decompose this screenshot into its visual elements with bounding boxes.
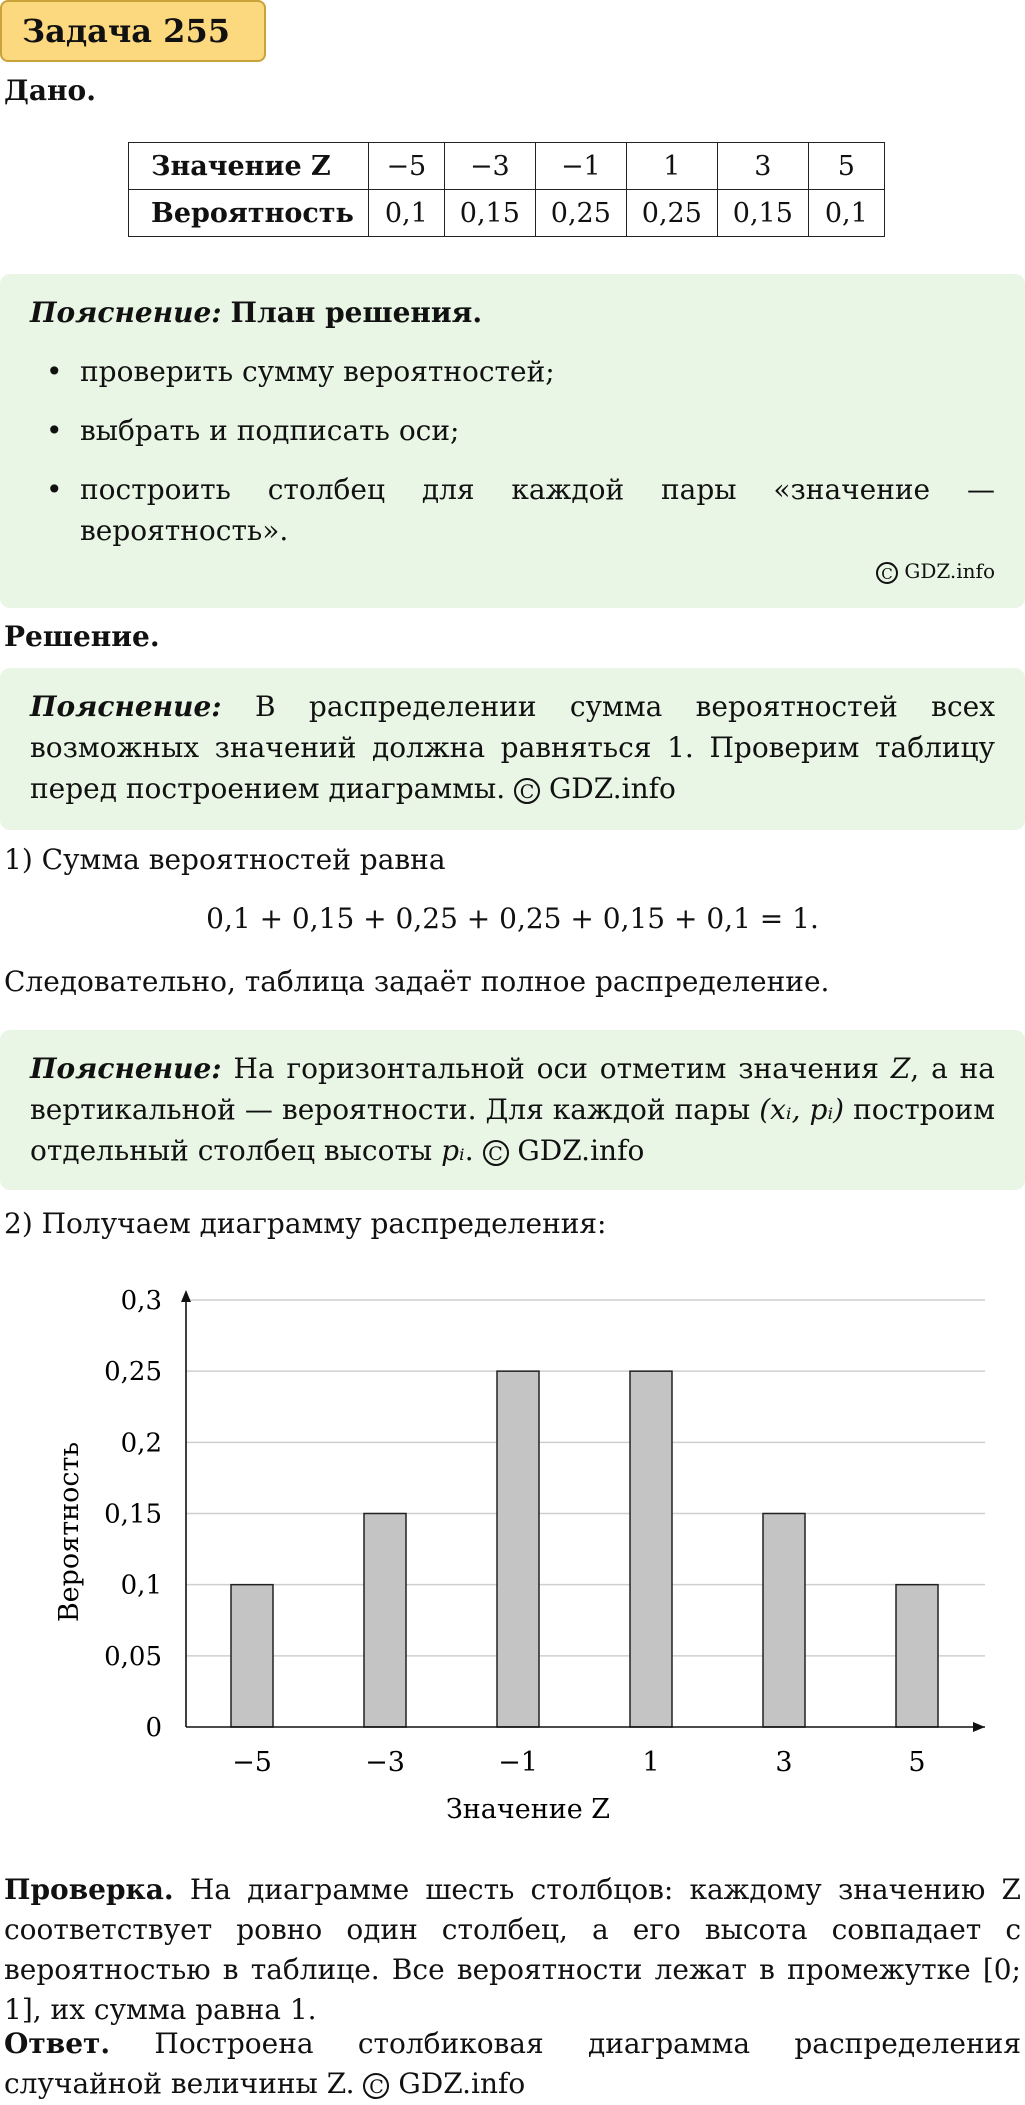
table-cell: 0,25: [535, 190, 626, 237]
table-cell: 0,15: [444, 190, 535, 237]
copyright-text: GDZ.info: [904, 559, 995, 583]
plan-heading: План решения.: [230, 296, 483, 329]
sum-formula: 0,1 + 0,15 + 0,25 + 0,25 + 0,15 + 0,1 = 1.: [206, 902, 819, 935]
table-cell: 0,25: [626, 190, 717, 237]
y-tick-label: 0,15: [104, 1499, 162, 1530]
list-item: • проверить сумму вероятностей;: [30, 351, 995, 392]
copyright-text: GDZ.info: [548, 772, 676, 805]
chart-bars: [231, 1371, 938, 1727]
x-axis-arrow: [973, 1722, 985, 1732]
check-paragraph: [4, 1870, 1021, 2030]
given-label: Дано.: [4, 74, 96, 107]
bar: [231, 1585, 273, 1727]
x-tick-label: 3: [775, 1747, 793, 1778]
bar: [364, 1514, 406, 1728]
explanation-label: Пояснение:: [30, 296, 222, 329]
table-row-header: Значение Z: [129, 143, 369, 190]
table-cell: 0,1: [368, 190, 444, 237]
step-1-text: 1) Сумма вероятностей равна: [4, 843, 446, 876]
bar: [896, 1585, 938, 1727]
given-table: [128, 142, 885, 237]
table-cell: −5: [368, 143, 444, 190]
x-tick-label: 5: [908, 1747, 926, 1778]
copyright-text: GDZ.info: [517, 1134, 645, 1167]
copyright-icon: C: [514, 778, 540, 804]
explanation-label: Пояснение:: [30, 1052, 222, 1085]
chart-axes: [181, 1290, 985, 1732]
copyright-icon: C: [363, 2073, 389, 2099]
copyright-text: GDZ.info: [398, 2067, 526, 2100]
y-axis-label: Вероятность: [54, 1441, 85, 1623]
answer-text: Построена столбиковая диаграмма распределения случайной величины Z.: [4, 2027, 1021, 2100]
table-row-header: Вероятность: [129, 190, 369, 237]
explanation-plan-box: [0, 274, 1025, 608]
check-text: На диаграмме шесть столбцов: каждому значению Z соответствует ровно один столбец, а его высота совпадает с вероятностью в таблице. Все вероятности лежат в промежутке [0; 1], их сумма равна 1.: [4, 1873, 1021, 2026]
x-tick-label: −5: [232, 1747, 272, 1778]
task-title: Задача 255: [0, 0, 266, 62]
table-cell: −1: [535, 143, 626, 190]
bar: [630, 1371, 672, 1727]
y-tick-label: 0,2: [120, 1428, 162, 1459]
table-cell: 1: [626, 143, 717, 190]
table-cell: 5: [808, 143, 884, 190]
y-axis-arrow: [181, 1290, 191, 1302]
y-tick-label: 0,1: [120, 1570, 162, 1601]
pair-notation: (xᵢ, pᵢ): [759, 1093, 845, 1126]
check-label: Проверка.: [4, 1873, 174, 1906]
explanation-label: Пояснение:: [30, 690, 222, 723]
explanation-axes-box: [0, 1030, 1025, 1190]
x-tick-label: 1: [642, 1747, 660, 1778]
list-item: • построить столбец для каждой пары «значение — вероятность».: [30, 469, 995, 551]
table-row: [129, 190, 885, 237]
y-tick-label: 0: [145, 1713, 162, 1743]
distribution-bar-chart: [0, 1270, 1025, 1870]
explanation-text: В распределении сумма вероятностей всех возможных значений должна равняться 1. Проверим таблицу перед построением диаграммы.: [30, 690, 995, 805]
copyright-icon: C: [483, 1140, 509, 1166]
bar: [763, 1514, 805, 1728]
explanation-text: На горизонтальной оси отметим значения: [233, 1052, 891, 1085]
answer-label: Ответ.: [4, 2027, 111, 2060]
table-cell: 0,1: [808, 190, 884, 237]
explanation-text: , а на вертикальной — вероятности. Для каждой пары: [30, 1052, 995, 1126]
chart-grid: [186, 1300, 985, 1656]
table-cell: 0,15: [717, 190, 808, 237]
y-tick-label: 0,05: [104, 1641, 162, 1672]
step-2-text: 2) Получаем диаграмму распределения:: [4, 1207, 607, 1240]
x-axis-label: Значение Z: [445, 1794, 611, 1825]
table-cell: −3: [444, 143, 535, 190]
plan-list: [30, 351, 995, 551]
explanation-text: построим отдельный столбец высоты: [30, 1093, 995, 1167]
explanation-sum-box: [0, 668, 1025, 830]
solution-label: Решение.: [4, 620, 160, 653]
table-row: [129, 143, 885, 190]
x-tick-label: −1: [498, 1747, 538, 1778]
step-1-conclusion: Следовательно, таблица задаёт полное распределение.: [4, 965, 830, 998]
answer-paragraph: [4, 2024, 1021, 2104]
table-cell: 3: [717, 143, 808, 190]
copyright-note: [876, 551, 995, 592]
explanation-text: .: [464, 1134, 474, 1167]
y-tick-label: 0,3: [120, 1286, 162, 1316]
copyright-icon: C: [876, 562, 898, 584]
variable-z: Z: [890, 1052, 911, 1085]
list-item: • выбрать и подписать оси;: [30, 410, 995, 451]
height-variable: pᵢ: [441, 1134, 465, 1167]
bar: [497, 1371, 539, 1727]
y-tick-label: 0,25: [104, 1357, 162, 1388]
x-tick-label: −3: [365, 1747, 405, 1778]
